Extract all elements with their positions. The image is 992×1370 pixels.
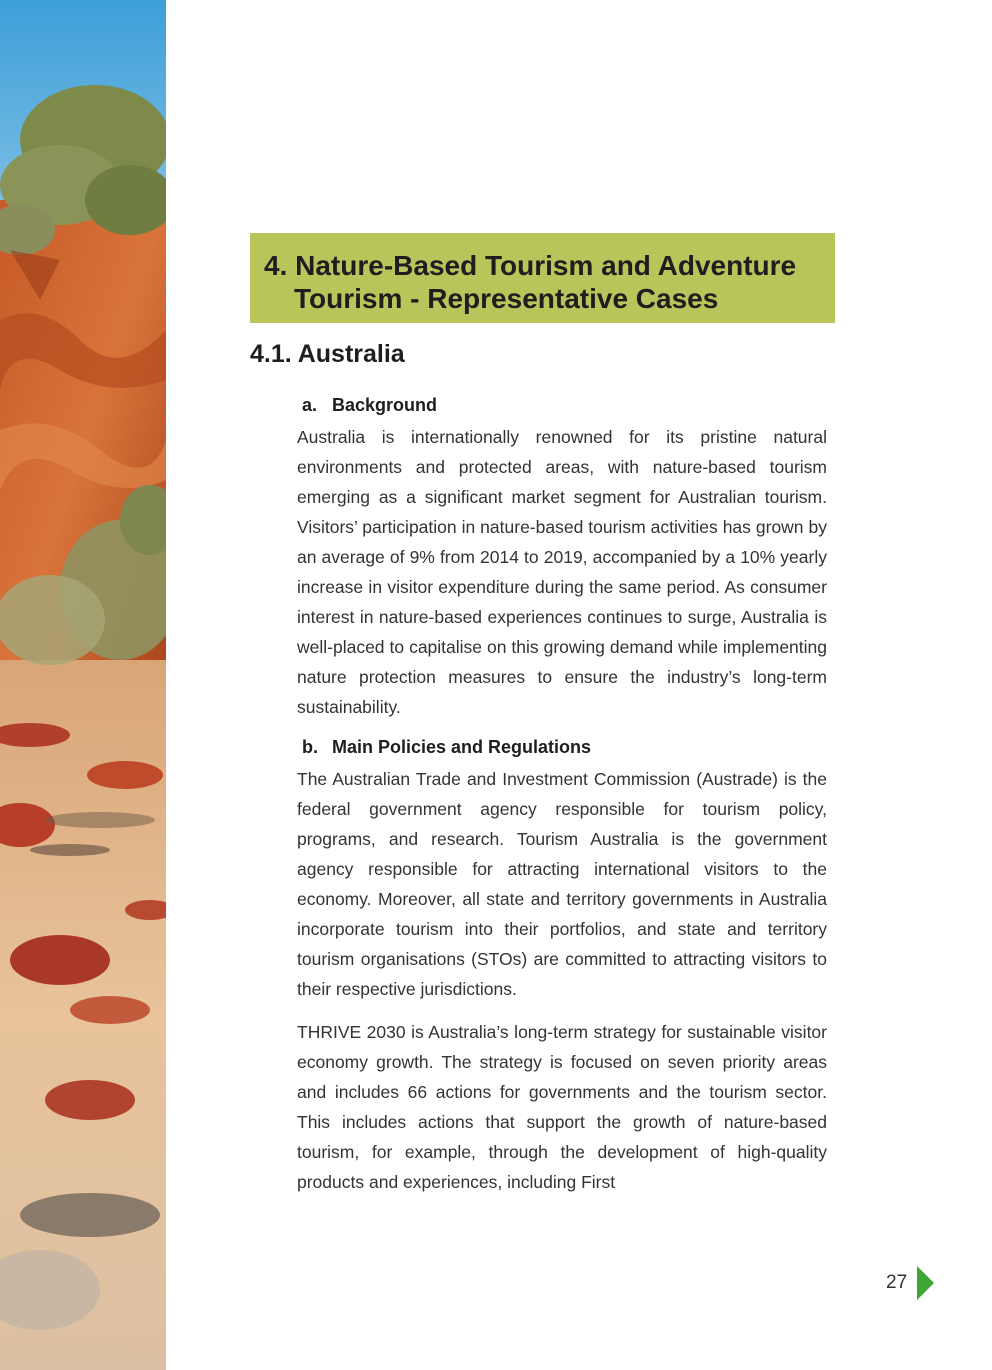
landscape-photo [0, 0, 166, 1370]
page-footer [886, 1266, 934, 1300]
subsection-heading: 4.1. Australia [250, 340, 405, 368]
background-paragraph: Australia is internationally renowned for its pristine natural environments and protected areas, with nature-based tourism emerging as a significant market segment for Australian tourism. Visitors’ participation in nature-based tourism activities has grown by an average of 9% from 2014 to 2019, accompanied by a 10% yearly increase in visitor expenditure during the same period. As consumer interest in nature-based experiences continues to surge, Australia is well-placed to capitalise on this growing demand while implementing nature protection measures to ensure the industry’s long-term sustainability. [297, 427, 827, 717]
thrive-paragraph: THRIVE 2030 is Australia’s long-term strategy for sustainable visitor economy growth. The strategy is focused on seven priority areas and includes 66 actions for governments and the tourism sector. This includes actions that support the growth of nature-based tourism, for example, through the development of high-quality products and experiences, including First [297, 1022, 827, 1192]
background-heading [302, 394, 827, 416]
policies-paragraph: The Australian Trade and Investment Commission (Austrade) is the federal government agency responsible for tourism policy, programs, and research. Tourism Australia is the government agency responsible for attracting international visitors to the economy. Moreover, all state and territory governments in Australia incorporate tourism into their portfolios, and state and territory tourism organisations (STOs) are committed to attracting visitors to their respective jurisdictions. [297, 769, 827, 999]
section-heading-box [250, 233, 835, 323]
list-marker: a. [302, 395, 318, 415]
heading-label: Background [332, 395, 438, 415]
policies-section [297, 736, 827, 1197]
heading-label: Main Policies and Regulations [332, 737, 592, 757]
section-title: 4. Nature-Based Tourism and Adventure Tourism - Representative Cases [264, 250, 797, 314]
list-marker: b. [302, 737, 318, 757]
page-number: 27 [886, 1272, 908, 1293]
next-page-arrow-icon[interactable] [917, 1266, 934, 1300]
background-section [297, 394, 827, 722]
policies-heading [302, 736, 827, 758]
